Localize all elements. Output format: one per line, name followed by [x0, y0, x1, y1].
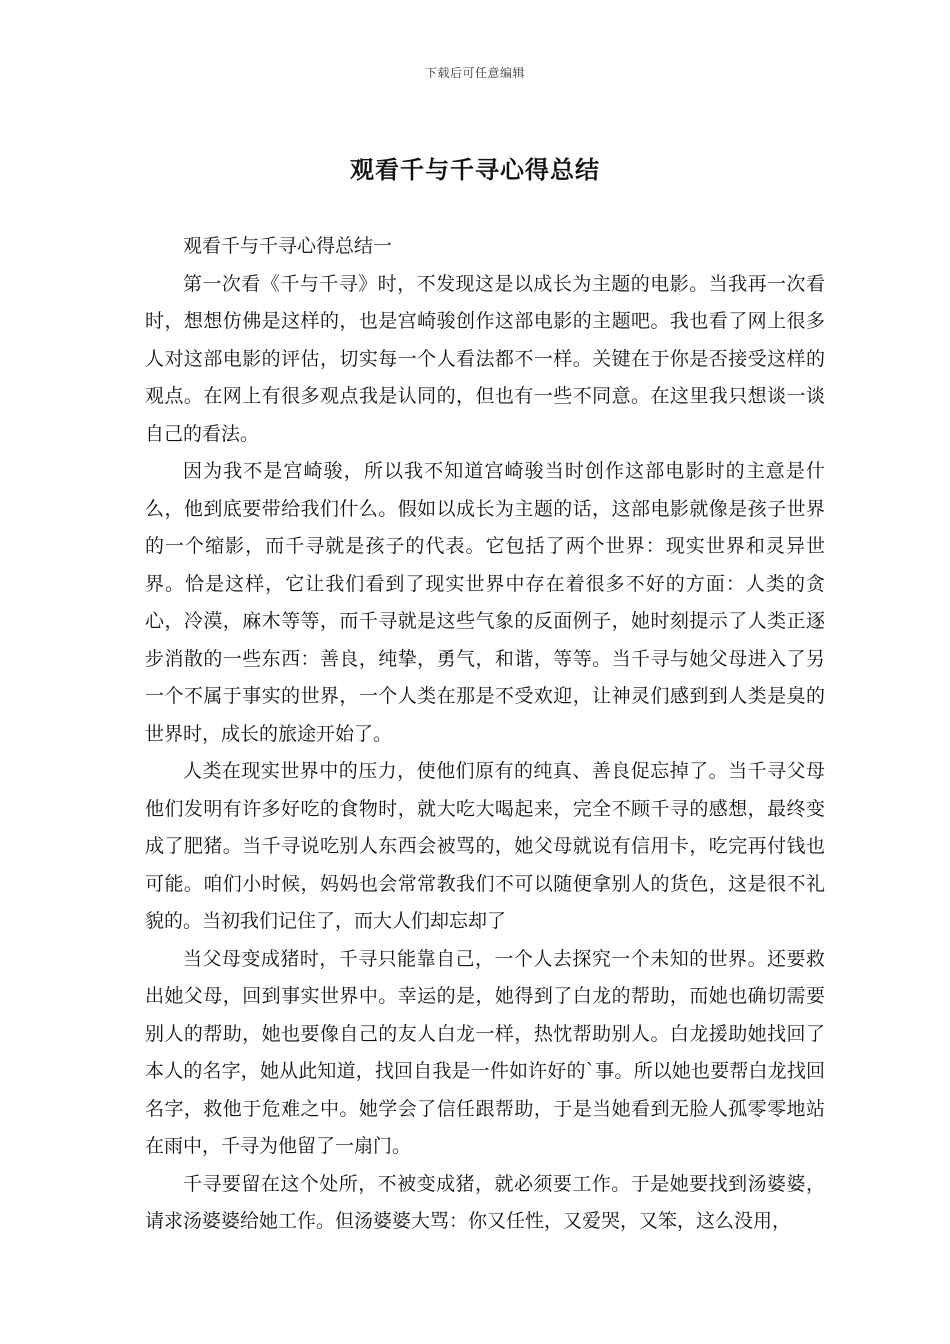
page-header: 下载后可任意编辑	[424, 66, 525, 80]
paragraph: 观看千与千寻心得总结一	[183, 235, 393, 257]
paragraph: 因为我不是宫崎骏，所以我不知道宫崎骏当时创作这部电影时的主意是什么，他到底要带给我们什么。假如以成长为主题的话，这部电影就像是孩子世界的一个缩影，而千寻就是孩子的代表。它包括了两个世界：现实世界和灵异世界。恰是这样，它让我们看到了现实世界中存在着很多不好的方面：人类的贪心，冷漠，麻木等等，而千寻就是这些气象的反面例子，她时刻提示了人类正逐步消散的一些东西：善良，纯挚，勇气，和谐，等等。当千寻与她父母进入了另一个不属于事实的世界，一个人类在那是不受欢迎，让神灵们感到到人类是臭的世界时，成长的旅途开始了。	[145, 460, 825, 745]
paragraph: 千寻要留在这个处所，不被变成猪，就必须要工作。于是她要找到汤婆婆，请求汤婆婆给她工作。但汤婆婆大骂：你又任性，又爱哭，又笨，这么没用，	[145, 1172, 825, 1232]
paragraph: 第一次看《千与千寻》时，不发现这是以成长为主题的电影。当我再一次看时，想想仿佛是这样的，也是宫崎骏创作这部电影的主题吧。我也看了网上很多人对这部电影的评估，切实每一个人看法都不一样。关键在于你是否接受这样的观点。在网上有很多观点我是认同的，但也有一些不同意。在这里我只想谈一谈自己的看法。	[145, 272, 825, 445]
document-body	[145, 228, 825, 1241]
paragraph: 当父母变成猪时，千寻只能靠自己，一个人去探究一个未知的世界。还要救出她父母，回到事实世界中。幸运的是，她得到了白龙的帮助，而她也确切需要别人的帮助，她也要像自己的友人白龙一样，热忱帮助别人。白龙援助她找回了本人的名字，她从此知道，找回自我是一件如许好的`事。所以她也要帮白龙找回名字，救他于危难之中。她学会了信任跟帮助，于是当她看到无脸人孤零零地站在雨中，千寻为他留了一扇门。	[145, 947, 825, 1157]
document-title: 观看千与千寻心得总结	[350, 155, 600, 184]
paragraph: 人类在现实世界中的压力，使他们原有的纯真、善良促忘掉了。当千寻父母他们发明有许多好吃的食物时，就大吃大喝起来，完全不顾千寻的感想，最终变成了肥猪。当千寻说吃别人东西会被骂的，她父母就说有信用卡，吃完再付钱也可能。咱们小时候，妈妈也会常常教我们不可以随便拿别人的货色，这是很不礼貌的。当初我们记住了，而大人们却忘却了	[145, 760, 825, 932]
